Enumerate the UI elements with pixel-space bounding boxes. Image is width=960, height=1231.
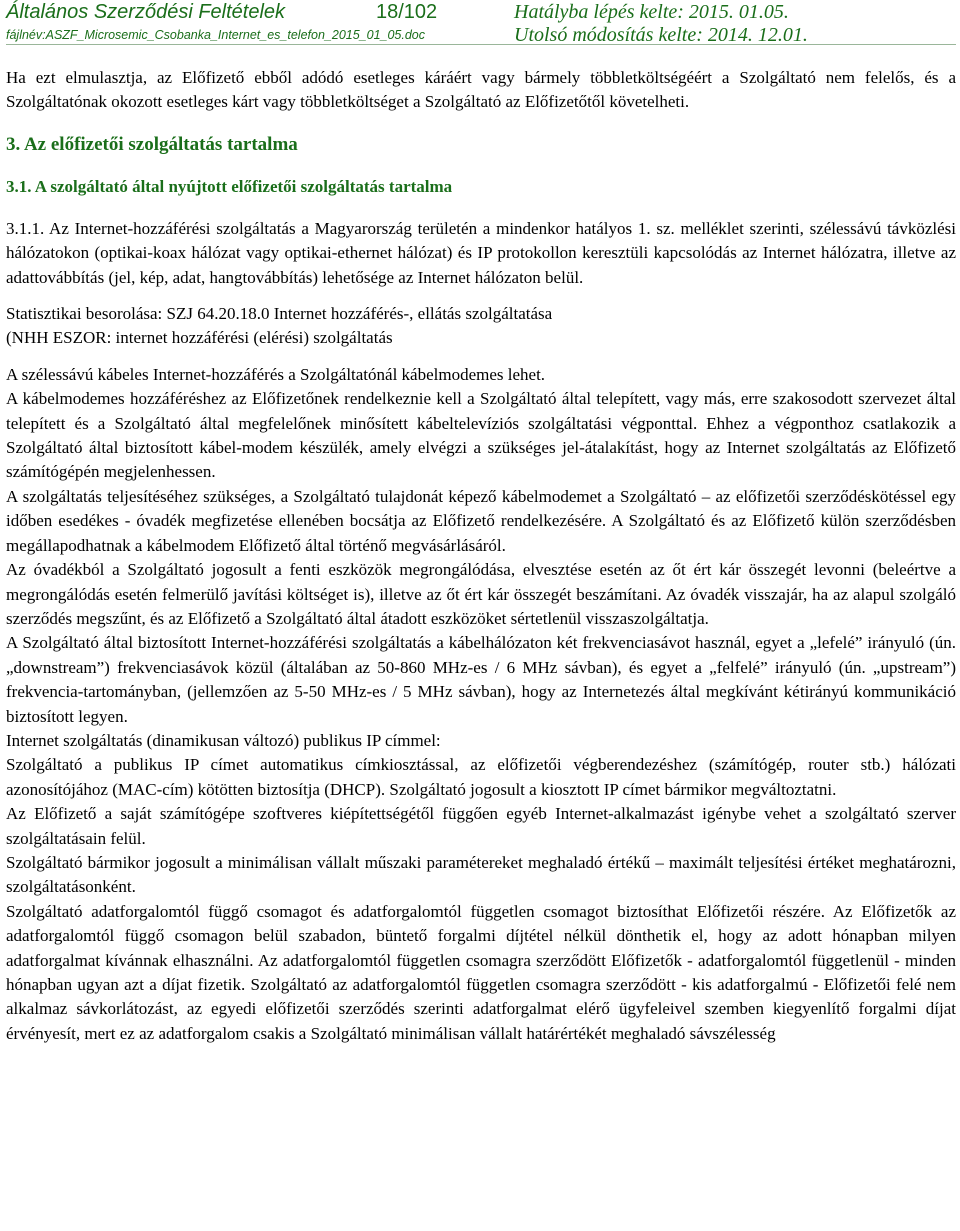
page-header xyxy=(6,0,956,46)
header-page-number: 18/102 xyxy=(376,1,438,23)
nhh-eszor-classification: (NHH ESZOR: internet hozzáférési (elérési) szolgáltatás xyxy=(6,328,393,348)
body-paragraph: A kábelmodemes hozzáféréshez az Előfizetőnek rendelkeznie kell a Szolgáltató által telepített, vagy más, erre szakosodott szervezet által telepített és a Szolgáltató által megfelelőnek minősített kábeltelevíziós szolgáltatási végponttal. Ehhez a végponthoz csatlakozik a Szolgáltató által biztosított kábel-modem készülék, amely elvégzi a szükséges jel-átalakítást, hogy az Internet szolgáltatás az Előfizető számítógépén megjelenhessen. xyxy=(6,389,956,482)
body-paragraph: A szolgáltatás teljesítéséhez szükséges, a Szolgáltató tulajdonát képező kábelmodemet a Szolgáltató – az előfizetői szerződéskötéssel egy időben esedékes - óvadék megfizetése ellenében bocsátja az Előfizető rendelkezésére. A Szolgáltató és az Előfizető külön szerződésben megállapodhatnak a kábelmodem Előfizető által történő megvásárlásáról. xyxy=(6,486,956,555)
section-heading-3-1: 3.1. A szolgáltató által nyújtott előfizetői szolgáltatás tartalma xyxy=(6,176,453,196)
header-effective-date: Hatályba lépés kelte: 2015. 01.05. xyxy=(514,1,789,23)
header-divider xyxy=(6,44,956,45)
statistical-classification: Statisztikai besorolása: SZJ 64.20.18.0 Internet hozzáférés-, ellátás szolgáltatása xyxy=(6,304,553,324)
header-document-title: Általános Szerződési Feltételek xyxy=(6,1,286,23)
body-paragraph: A szélessávú kábeles Internet-hozzáférés a Szolgáltatónál kábelmodemes lehet. xyxy=(6,364,546,384)
document-body xyxy=(6,66,956,1046)
header-filename: fájlnév:ASZF_Microsemic_Csobanka_Internet_es_telefon_2015_01_05.doc xyxy=(6,28,426,42)
body-paragraph: Szolgáltató bármikor jogosult a minimálisan vállalt műszaki paramétereket meghaladó értékű – maximált teljesítési értéket meghatározni, szolgáltatásonként. xyxy=(6,852,956,897)
body-paragraph: Szolgáltató adatforgalomtól függő csomagot és adatforgalomtól független csomagot biztosíthat Előfizetői részére. Az Előfizetők az adatforgalomtól függő csomagon belül szabadon, büntető forgalmi díjtétel nélkül dönthetik el, hogy az adott hónapban milyen adatforgalmat kívánnak elhasználni. Az adatforgalomtól független csomagra szerződött Előfizetők - adatforgalomtól függetlenül - minden hónapban ugyan azt a díjat fizetik. Szolgáltató az adatforgalomtól független csomagra szerződött - kis adatforgalmú - Előfizetői felé nem alkalmaz sávkorlátozást, az egyedi előfizetői szerződés szerinti adatforgalmat elérő ügyfeleivel szemben kiegyenlítő forgalmi díjat érvényesít, mert ez az adatforgalom csakis a Szolgáltató minimálisan vállalt határértékét meghaladó sávszélesség xyxy=(6,901,956,1043)
body-paragraph: A Szolgáltató által biztosított Internet-hozzáférési szolgáltatás a kábelhálózaton két frekvenciasávot használ, egyet a „lefelé” irányuló (ún. „downstream”) frekvenciasávok közül (általában az 50-860 MHz-es / 6 MHz sávban), és egyet a „felfelé” irányuló (ún. „upstream”) frekvencia-tartományban, (jellemzően az 5-50 MHz-es / 5 MHz sávban), hogy az Internetezés által megkívánt kétirányú kommunikáció biztosított legyen. xyxy=(6,633,956,726)
paragraph-3-1-1: 3.1.1. Az Internet-hozzáférési szolgáltatás a Magyarország területén a mindenkor hatályos 1. sz. melléklet szerinti, szélessávú távközlési hálózatokon (optikai-koax hálózat vagy optikai-ethernet hálózat) és IP protokollon keresztüli kapcsolódás az Internet hálózatra, illetve az adattovábbítás (jel, kép, adat, hangtovábbítás) lehetősége az Internet hálózaton belül. xyxy=(6,218,956,287)
body-paragraph: Internet szolgáltatás (dinamikusan változó) publikus IP címmel: xyxy=(6,730,441,750)
document-page xyxy=(6,0,956,1043)
header-modified-date: Utolsó módosítás kelte: 2014. 12.01. xyxy=(514,24,808,46)
body-paragraph: Az Előfizető a saját számítógépe szoftveres kiépítettségétől függően egyéb Internet-alkalmazást igénybe vehet a szolgáltató szerver szolgáltatásain felül. xyxy=(6,804,956,848)
body-paragraph: Az óvadékból a Szolgáltató jogosult a fenti eszközök megrongálódása, elvesztése esetén az őt ért kár összegét levonni (beleértve a megrongálódás esetén felmerülő javítási költséget is), illetve az őt ért kár összegét beszámítani. Az óvadék visszajár, ha az alapul szolgáló szerződés megszűnt, és az Előfizető a Szolgáltató által átadott eszközöket sértetlenül visszaszolgáltatja. xyxy=(6,560,956,628)
body-paragraph: Szolgáltató a publikus IP címet automatikus címkiosztással, az előfizetői végberendezéshez (számítógép, router stb.) hálózati azonosítójához (MAC-cím) kötötten biztosítja (DHCP). Szolgáltató jogosult a kiosztott IP címet bármikor megváltoztatni. xyxy=(6,755,956,799)
intro-paragraph: Ha ezt elmulasztja, az Előfizető ebből adódó esetleges káráért vagy bármely többletköltségéért a Szolgáltató nem felelős, és a Szolgáltatónak okozott esetleges kárt vagy többletköltséget a Szolgáltató az Előfizetőtől követelheti. xyxy=(6,68,956,112)
section-heading-3: 3. Az előfizetői szolgáltatás tartalma xyxy=(6,133,298,155)
